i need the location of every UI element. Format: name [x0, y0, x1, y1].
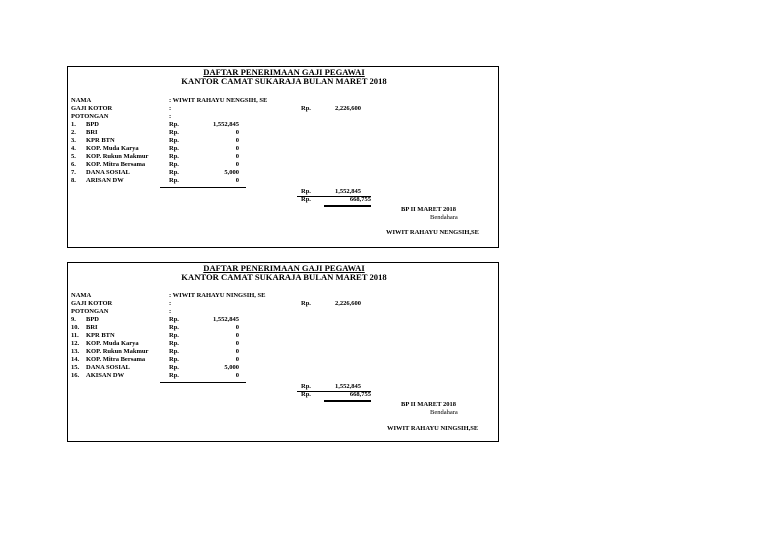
deduction-number: 9. — [71, 316, 76, 323]
deduction-rp: Rp. — [169, 177, 179, 184]
deduction-name: KPR BTN — [86, 137, 115, 144]
deduction-rp: Rp. — [169, 356, 179, 363]
deduction-rp: Rp. — [169, 153, 179, 160]
deduction-number: 16. — [71, 372, 80, 379]
deduction-number: 3. — [71, 137, 76, 144]
deduction-number: 1. — [71, 121, 76, 128]
deduction-amount: 1,552,845 — [213, 316, 239, 323]
gaji-kotor-amount: 2,226,600 — [335, 105, 361, 112]
slip-subtitle: KANTOR CAMAT SUKARAJA BULAN MARET 2018 — [181, 272, 387, 282]
deduction-number: 7. — [71, 169, 76, 176]
deduction-sum-line — [160, 187, 246, 188]
deduction-amount: 5,000 — [224, 169, 239, 176]
deduction-name: DANA SOSIAL — [86, 169, 130, 176]
potongan-colon: : — [169, 308, 172, 315]
signer-name: WIWIT RAHAYU NENGSIH,SE — [386, 229, 480, 236]
nama-label: NAMA — [71, 97, 92, 104]
net-pay-amount: 668,755 — [349, 391, 371, 398]
gaji-kotor-rp: Rp. — [301, 105, 311, 112]
deduction-rp: Rp. — [169, 169, 179, 176]
deduction-rp: Rp. — [169, 316, 179, 323]
deduction-amount: 0 — [235, 153, 239, 160]
place-date: BP II MARET 2018 — [401, 206, 456, 213]
salary-slip — [67, 262, 499, 442]
potongan-label: POTONGAN — [71, 308, 109, 315]
net-pay-double-line — [324, 205, 371, 207]
deduction-amount: 1,552,845 — [213, 121, 239, 128]
deduction-name: KOP. Mitra Bersama — [86, 356, 146, 363]
deduction-amount: 0 — [235, 348, 239, 355]
deduction-rp: Rp. — [169, 145, 179, 152]
signer-role: Bendahara — [430, 409, 458, 416]
deduction-number: 8. — [71, 177, 76, 184]
deduction-number: 5. — [71, 153, 76, 160]
deduction-rp: Rp. — [169, 121, 179, 128]
deduction-rp: Rp. — [169, 129, 179, 136]
gaji-kotor-colon: : — [169, 105, 172, 112]
potongan-colon: : — [169, 113, 172, 120]
gaji-kotor-label: GAJI KOTOR — [71, 300, 113, 307]
gaji-kotor-label: GAJI KOTOR — [71, 105, 113, 112]
total-deduction-rp: Rp. — [301, 188, 311, 195]
nama-value: : WIWIT RAHAYU NINGSIH, SE — [169, 292, 266, 299]
deduction-number: 6. — [71, 161, 76, 168]
deduction-name: BRI — [86, 324, 98, 331]
net-pay-rp: Rp. — [301, 391, 311, 398]
deduction-name: DANA SOSIAL — [86, 364, 130, 371]
deduction-rp: Rp. — [169, 324, 179, 331]
signer-name: WIWIT RAHAYU NINGSIH,SE — [387, 425, 479, 432]
gaji-kotor-colon: : — [169, 300, 172, 307]
deduction-amount: 0 — [235, 372, 239, 379]
deduction-rp: Rp. — [169, 340, 179, 347]
deduction-number: 14. — [71, 356, 80, 363]
total-deduction-rp: Rp. — [301, 383, 311, 390]
deduction-name: KPR BTN — [86, 332, 115, 339]
gaji-kotor-rp: Rp. — [301, 300, 311, 307]
slip-subtitle: KANTOR CAMAT SUKARAJA BULAN MARET 2018 — [181, 76, 387, 86]
net-pay-double-line — [324, 400, 371, 402]
deduction-amount: 0 — [235, 161, 239, 168]
deduction-number: 4. — [71, 145, 76, 152]
total-deduction-amount: 1,552,845 — [335, 188, 361, 195]
deduction-rp: Rp. — [169, 348, 179, 355]
deduction-sum-line — [160, 382, 246, 383]
net-pay-amount: 668,755 — [349, 196, 371, 203]
salary-slip — [67, 66, 499, 248]
net-pay-rp: Rp. — [301, 196, 311, 203]
nama-value: : WIWIT RAHAYU NENGSIH, SE — [169, 97, 268, 104]
deduction-number: 10. — [71, 324, 80, 331]
potongan-label: POTONGAN — [71, 113, 109, 120]
deduction-name: KOP. Rukun Makmur — [86, 348, 149, 355]
deduction-rp: Rp. — [169, 372, 179, 379]
deduction-name: KOP. Mitra Bersama — [86, 161, 146, 168]
place-date: BP II MARET 2018 — [401, 401, 456, 408]
deduction-amount: 0 — [235, 137, 239, 144]
deduction-number: 2. — [71, 129, 76, 136]
deduction-number: 15. — [71, 364, 80, 371]
deduction-amount: 0 — [235, 129, 239, 136]
deduction-amount: 0 — [235, 356, 239, 363]
deduction-name: KOP. Rukun Makmur — [86, 153, 149, 160]
slip-title: DAFTAR PENERIMAAN GAJI PEGAWAI — [203, 67, 365, 77]
deduction-name: BPD — [86, 121, 99, 128]
deduction-amount: 0 — [235, 177, 239, 184]
deduction-amount: 0 — [235, 340, 239, 347]
nama-label: NAMA — [71, 292, 92, 299]
deduction-name: ARISAN DW — [86, 177, 124, 184]
deduction-name: BPD — [86, 316, 99, 323]
deduction-rp: Rp. — [169, 332, 179, 339]
total-deduction-amount: 1,552,845 — [335, 383, 361, 390]
deduction-rp: Rp. — [169, 137, 179, 144]
slip-title: DAFTAR PENERIMAAN GAJI PEGAWAI — [203, 263, 365, 273]
deduction-number: 13. — [71, 348, 80, 355]
deduction-name: AKISAN DW — [86, 372, 125, 379]
signer-role: Bendahara — [430, 214, 458, 221]
deduction-amount: 0 — [235, 332, 239, 339]
deduction-number: 11. — [71, 332, 79, 339]
deduction-number: 12. — [71, 340, 80, 347]
deduction-name: BRI — [86, 129, 98, 136]
deduction-amount: 0 — [235, 324, 239, 331]
deduction-amount: 0 — [235, 145, 239, 152]
deduction-amount: 5,000 — [224, 364, 239, 371]
deduction-name: KOP. Muda Karya — [86, 145, 139, 152]
deduction-name: KOP. Muda Karya — [86, 340, 139, 347]
deduction-rp: Rp. — [169, 364, 179, 371]
deduction-rp: Rp. — [169, 161, 179, 168]
gaji-kotor-amount: 2,226,600 — [335, 300, 361, 307]
